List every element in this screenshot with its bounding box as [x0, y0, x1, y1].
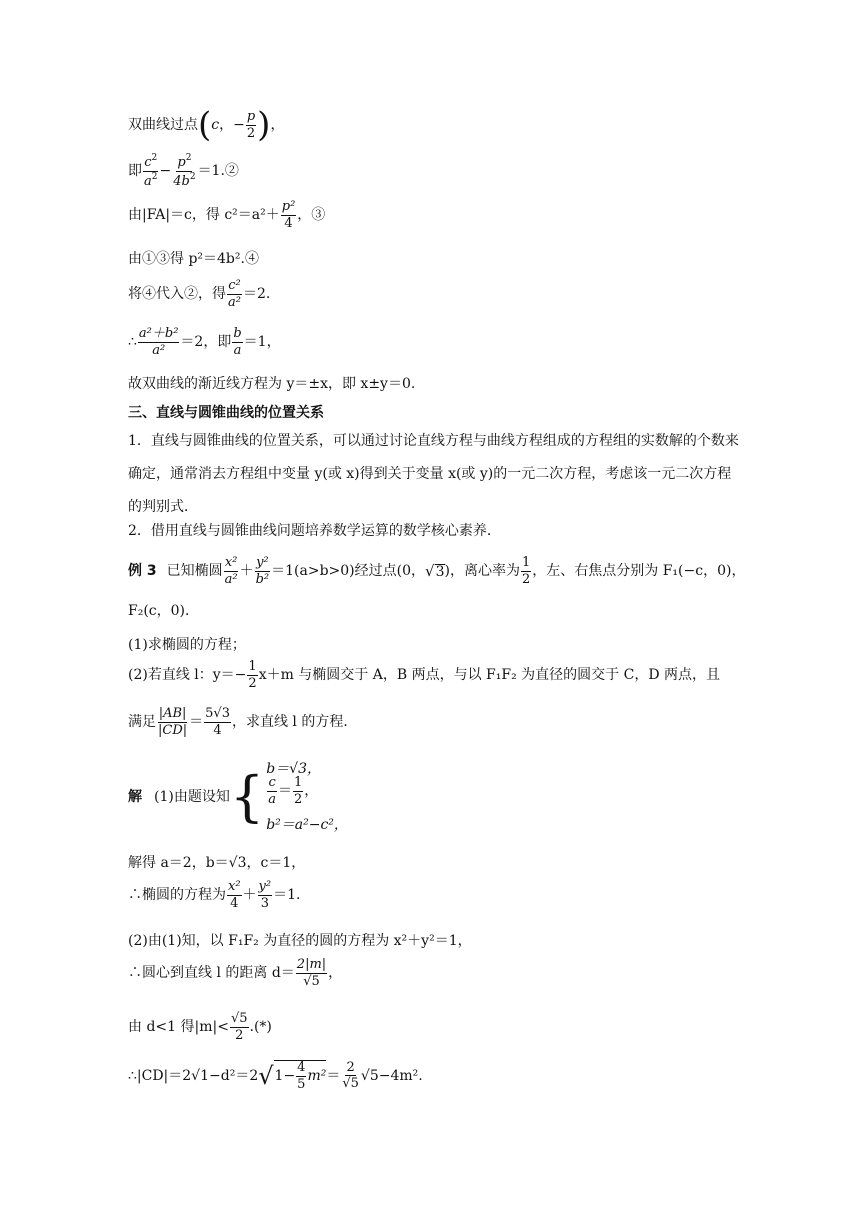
- text: 将④代入②，得: [128, 286, 226, 303]
- text: ∴|CD|＝2√1−d²＝2: [128, 1067, 259, 1084]
- fraction-a2b2-a2: [138, 327, 180, 357]
- line-equation-2: 即 $\frac{c^2}{a^2}$ − $\frac{p^2}{4b^2}$ ＝1.②: [128, 153, 239, 189]
- equation-system: [266, 758, 348, 836]
- text: 1−: [274, 1068, 296, 1085]
- numerator: 2|m|: [296, 957, 327, 972]
- numerator: x²: [224, 555, 238, 570]
- numerator: 2: [346, 1059, 355, 1075]
- denominator: 2: [248, 675, 257, 691]
- numerator: a²＋b²: [138, 326, 179, 341]
- denominator: |CD|: [158, 722, 188, 738]
- right-paren: ): [257, 105, 271, 145]
- example-label: 例 3: [128, 563, 157, 580]
- numerator: c²: [228, 278, 241, 293]
- line-equation-3: [128, 200, 325, 230]
- text: (1)由题设知: [154, 789, 230, 805]
- denominator: a: [268, 791, 276, 807]
- text: ，: [304, 783, 319, 799]
- var: p: [177, 155, 186, 170]
- fraction-c2-a2: $\frac{c^2}{a^2}$: [144, 153, 158, 189]
- fraction-b-a: [232, 327, 242, 357]
- text: ＝: [277, 783, 292, 799]
- solution-part-1: [128, 758, 348, 836]
- denominator: 4: [284, 215, 293, 231]
- var: c: [144, 155, 152, 170]
- denominator: √5: [303, 973, 320, 989]
- text: ，: [270, 117, 285, 133]
- text: ＝: [189, 714, 204, 731]
- denominator: a²: [152, 342, 166, 358]
- denominator: 2: [521, 571, 531, 587]
- denominator: 2: [235, 1027, 244, 1043]
- sqrt-expression: [274, 1060, 327, 1091]
- solution-values: 解得 a＝2，b＝√3，c＝1，: [128, 855, 306, 871]
- text: 已知椭圆: [166, 563, 223, 580]
- text: (2)若直线 l：y＝−: [128, 667, 247, 684]
- text: m²: [307, 1068, 327, 1085]
- text: ＝1，: [243, 334, 281, 351]
- fraction-ab-cd: [157, 707, 188, 737]
- denominator: a: [233, 342, 242, 358]
- numerator: x²: [228, 879, 241, 894]
- text: 即: [128, 163, 142, 180]
- numerator: y²: [258, 879, 272, 894]
- question-2: [128, 660, 720, 690]
- var: 4b: [173, 173, 190, 189]
- text: .(*): [249, 1019, 272, 1036]
- text: 由 d<1 得|m|<: [128, 1019, 229, 1036]
- text: x＋m 与椭圆交于 A，B 两点，与以 F₁F₂ 为直径的圆交于 C，D 两点，且: [258, 667, 720, 684]
- question-2-cont: [128, 707, 357, 737]
- text: ＝: [326, 1067, 341, 1084]
- text: 双曲线过点: [128, 117, 198, 133]
- denominator: 2: [246, 125, 256, 141]
- denominator: 2: [293, 791, 303, 807]
- fraction-1-2: [521, 556, 531, 586]
- fraction-p2-4: [281, 200, 297, 230]
- example-3-statement: 例 3 已知椭圆 $\frac{\text{x²}}{\text{a²}}$ ＋ $\frac{\text{y²}}{\text{b²}}$ ＝1(a>b>0)经过点(0， √ 3 )，离心率为 $\frac{1}{2}$ ，左、右焦点分别为 F₁(−c，0)，: [128, 555, 746, 587]
- line-hyperbola-point: [128, 105, 285, 145]
- numerator: p²: [281, 199, 296, 214]
- var-c: c: [211, 117, 220, 133]
- denominator: 3: [260, 895, 269, 911]
- numerator: b: [233, 326, 242, 341]
- numerator: √5: [230, 1011, 248, 1026]
- numerator: 5√3: [205, 706, 230, 721]
- fraction-c2-a2: [227, 279, 242, 309]
- numerator: 4: [297, 1060, 306, 1075]
- solution-inequality: [128, 1012, 272, 1042]
- fraction-5sqrt3-4: [204, 707, 231, 737]
- denominator: 5: [297, 1076, 306, 1092]
- text: ＝2.: [242, 286, 271, 303]
- text: ，求直线 l 的方程．: [231, 714, 358, 731]
- numerator: p: [246, 108, 256, 124]
- question-1: (1)求椭圆的方程；: [128, 637, 246, 653]
- text: ，: [328, 965, 343, 982]
- solution-ellipse-eq: [128, 880, 300, 910]
- text: √5−4m².: [360, 1067, 423, 1084]
- system-eq-3: b²＝a²−c²，: [266, 817, 348, 833]
- line-substitute: [128, 279, 270, 309]
- text: )，离心率为: [444, 563, 520, 580]
- solution-label: 解: [128, 789, 142, 805]
- fraction-y2-b2: [255, 556, 271, 586]
- text: 由|FA|＝c，得 c²＝a²＋: [128, 207, 280, 224]
- plus: ＋: [239, 563, 254, 580]
- numerator: 1: [248, 659, 257, 674]
- text: ，③: [297, 207, 326, 224]
- denominator: 4: [230, 895, 239, 911]
- line-equation-4: 由①③得 p²＝4b².④: [128, 251, 259, 267]
- denominator: √5: [342, 1076, 359, 1092]
- fraction-p2-4b2: $\frac{p^2}{4b^2}$: [173, 153, 196, 189]
- var: a: [144, 173, 152, 189]
- numerator: |AB|: [158, 706, 187, 721]
- numerator: c: [268, 774, 276, 790]
- left-brace: {: [229, 765, 265, 828]
- solution-distance: [128, 958, 342, 988]
- text: ，−: [219, 117, 245, 133]
- left-paren: (: [198, 105, 212, 145]
- system-eq-1: b＝√3，: [266, 761, 321, 777]
- numerator: 1: [521, 555, 531, 570]
- text: ＝2，即: [180, 334, 232, 351]
- numerator: y²: [256, 555, 269, 570]
- solution-part-2: (2)由(1)知，以 F₁F₂ 为直径的圆的方程为 x²＋y²＝1，: [128, 933, 472, 949]
- text: ∴椭圆的方程为: [128, 887, 226, 904]
- plus: ＋: [242, 887, 257, 904]
- text: ＝1.: [273, 887, 301, 904]
- solution-cd-length: ∴|CD|＝2√1−d²＝2 √ 1− $\frac{4}{5}$ m² ＝ $\frac{2}{√5}$ √5−4m².: [128, 1059, 423, 1092]
- system-eq-2: [266, 774, 348, 807]
- fraction-1-2: [247, 660, 257, 690]
- paragraph-2: 2．借用直线与圆锥曲线问题培养数学运算的数学核心素养．: [128, 523, 501, 539]
- line-ratio: [128, 327, 281, 357]
- line-asymptote: 故双曲线的渐近线方程为 y＝±x，即 x±y＝0.: [128, 376, 416, 392]
- denominator: b²: [255, 571, 270, 587]
- text: ＝1.②: [197, 163, 239, 180]
- text: ＝1(a>b>0)经过点(0，: [271, 563, 426, 580]
- text: 满足: [128, 714, 156, 731]
- section-heading: 三、直线与圆锥曲线的位置关系: [128, 405, 324, 421]
- denominator: 4: [213, 722, 222, 738]
- numerator: 1: [293, 774, 303, 790]
- text: ∴: [128, 334, 137, 351]
- denominator: a²: [228, 294, 241, 310]
- sqrt-3: 3: [435, 563, 445, 580]
- denominator: a²: [224, 571, 238, 587]
- fraction-p-over-2: [246, 110, 256, 140]
- example-3-statement-cont: F₂(c，0)．: [128, 603, 199, 619]
- paragraph-1: 1．直线与圆锥曲线的位置关系，可以通过讨论直线方程与曲线方程组成的方程组的实数解的个数来确定，通常消去方程组中变量 y(或 x)得到关于变量 x(或 y)的一元二次方程，考虑该一元二次方程的判别式．: [128, 433, 739, 515]
- text: ∴圆心到直线 l 的距离 d＝: [128, 965, 295, 982]
- fraction-x2-a2: [224, 556, 239, 586]
- text: ，左、右焦点分别为 F₁(−c，0)，: [532, 563, 746, 580]
